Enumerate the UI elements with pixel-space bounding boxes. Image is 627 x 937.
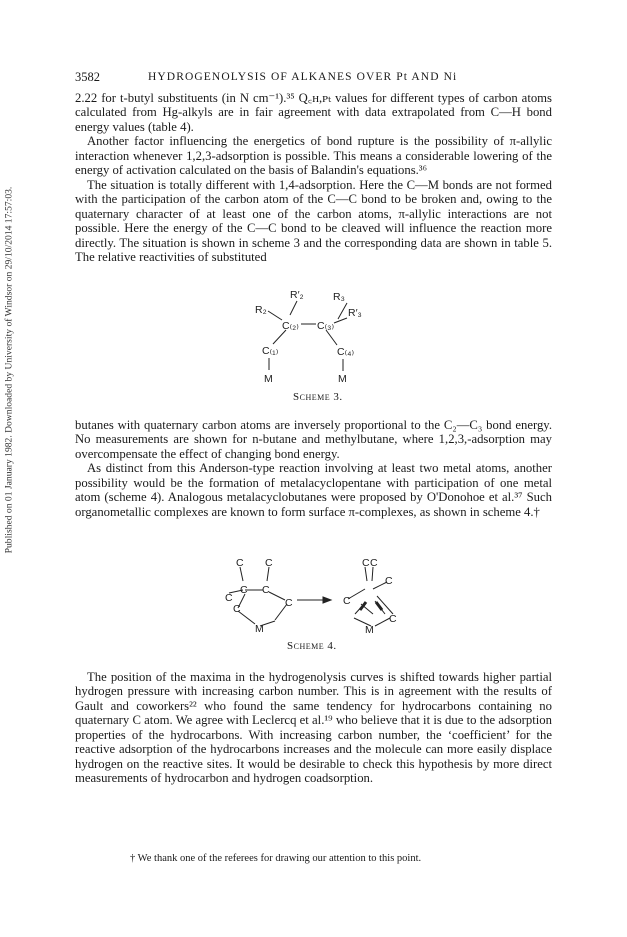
paragraph-14-adsorption: The situation is totally different with 1,4-adsorption. Here the C—M bonds are not formed with the participation of the carbon atom of the C—C bond to be broken and, owing to the quaternary character of at least one of the carbon atoms, π-allylic interactions are not possible. Here the energy of the C—C bond to be cleaved will influence the reaction more directly. The situation is shown in scheme 3 and the corresponding data are shown in table 5. The relative reactivities of substituted (75, 177, 552, 264)
label-c4: C₍₄₎ (337, 346, 355, 358)
scheme-4-structure (225, 556, 410, 636)
atom-m-left: M (255, 623, 264, 635)
atom-c-11: C (343, 595, 351, 607)
label-m-left: M (264, 373, 273, 385)
text-block-top (75, 91, 552, 264)
paragraph-continued: 2.22 for t-butyl substituents (in N cm⁻¹).³⁵ Q꜀ʜ,ᴘₜ values for different types of carbon atoms calculated from Hg-alkyls are in fair agreement with data extrapolated from C—H bond energy values (table 4). (75, 91, 552, 134)
atom-c-4: C (240, 584, 248, 596)
label-r2-prime: R′₂ (290, 289, 304, 301)
scheme-3-structure (250, 282, 380, 390)
paragraph-quaternary: butanes with quaternary carbon atoms are inversely proportional to the C₂—C₃ bond energy. No measurements are shown for n-butane and methylbutane, where 1,2,3,-adsorption may overcompensate the effect of changing bond energy. (75, 418, 552, 461)
scheme-4-caption: Scheme 4. (287, 640, 337, 652)
atom-c-10: C (385, 575, 393, 587)
label-c1: C₍₁₎ (262, 345, 279, 357)
text-block-bottom (75, 670, 552, 786)
atom-c-12: C (389, 613, 397, 625)
atom-c-1: C (236, 557, 244, 569)
atom-c-8: C (362, 557, 370, 569)
paragraph-anderson: As distinct from this Anderson-type reaction involving at least two metal atoms, another possibility would be the formation of metalacyclopentane with participation of one metal atom (scheme 4). Analogous metalacyclobutanes were proposed by O'Donohoe et al.³⁷ Such organometallic complexes are known to form surface π-complexes, as shown in scheme 4.† (75, 461, 552, 519)
atom-c-5: C (262, 584, 270, 596)
label-r3-prime: R′₃ (348, 307, 362, 319)
paragraph-maxima: The position of the maxima in the hydrogenolysis curves is shifted towards higher partial hydrogen pressure with increasing carbon number. This is in agreement with the results of Gault and coworkers²² who found the same tendency for hydrocarbons containing no quaternary C atom. We agree with Leclercq et al.¹⁹ who believe that it is due to the adsorption properties of the hydrocarbons. With increasing carbon number, the ‘coefficient’ for the reactive adsorption of the hydrocarbons increases and the molecule can more easily displace hydrogen on the reactive sites. It would be desirable to check this hypothesis by more direct measurements of hydrocarbon and hydrogen coadsorption. (75, 670, 552, 786)
running-title: HYDROGENOLYSIS OF ALKANES OVER Pt AND Ni (148, 71, 458, 83)
text-block-middle (75, 418, 552, 519)
label-r3: R₃ (333, 291, 345, 303)
footnote: † We thank one of the referees for drawing our attention to this point. (130, 853, 422, 864)
label-c3: C₍₃₎ (317, 320, 335, 332)
paragraph-allylic: Another factor influencing the energetics of bond rupture is the possibility of π-allylic interaction whenever 1,2,3-adsorption is possible. This means a considerable lowering of the energy of activation calculated on the basis of Balandin's equations.³⁶ (75, 134, 552, 178)
scheme-3-caption: Scheme 3. (293, 391, 343, 403)
atom-c-9: C (370, 557, 378, 569)
atom-c-6: C (285, 597, 293, 609)
atom-c-7: C (233, 603, 241, 615)
atom-c-3: C (225, 592, 233, 604)
page-header (75, 70, 552, 86)
atom-c-2: C (265, 557, 273, 569)
watermark-text: Published on 01 January 1982. Downloaded by University of Windsor on 29/10/2014 17:57:03. (3, 186, 15, 554)
atom-m-right: M (365, 624, 374, 636)
download-watermark (2, 150, 16, 590)
page-number: 3582 (75, 70, 100, 84)
label-c2: C₍₂₎ (282, 320, 299, 332)
label-m-right: M (338, 373, 347, 385)
label-r2: R₂ (255, 304, 267, 316)
